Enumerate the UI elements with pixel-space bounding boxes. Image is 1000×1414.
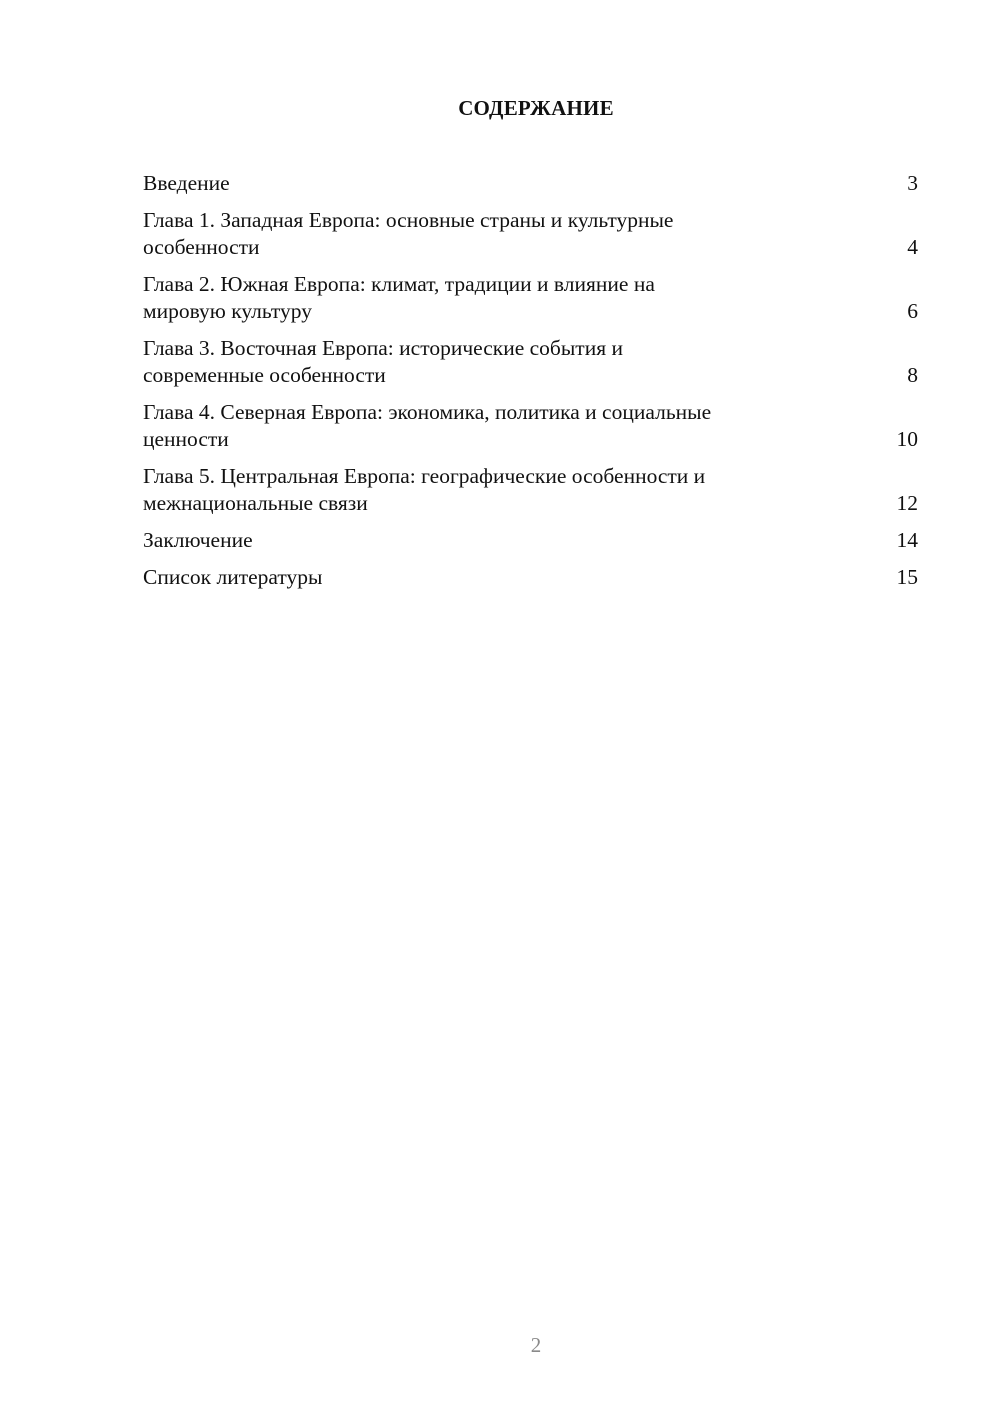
toc-page-number: 8	[907, 363, 918, 387]
toc-entry-bibliography[interactable]	[143, 564, 918, 591]
toc-entry-chapter-1[interactable]	[143, 207, 918, 261]
toc-entry-line: Глава 4. Северная Европа: экономика, политика и социальные	[143, 400, 712, 424]
toc-page-number: 10	[896, 427, 918, 451]
toc-entry-line: Глава 3. Восточная Европа: исторические события и	[143, 336, 623, 360]
toc-entry-line: межнациональные связи	[143, 491, 368, 515]
toc-page-number: 6	[907, 299, 918, 323]
toc-page-number: 3	[907, 171, 918, 195]
toc-page-number: 14	[896, 528, 918, 552]
table-of-contents	[143, 170, 918, 601]
toc-page-number: 15	[896, 565, 918, 589]
toc-entry-line: ценности	[143, 427, 229, 451]
toc-entry-text	[143, 170, 823, 197]
toc-entry-line: Список литературы	[143, 565, 323, 589]
toc-entry-text	[143, 564, 823, 591]
toc-entry-line: современные особенности	[143, 363, 386, 387]
page-title: СОДЕРЖАНИЕ	[458, 96, 614, 120]
footer-page-number: 2	[530, 1333, 542, 1357]
toc-entry-text	[143, 335, 823, 389]
toc-entry-text	[143, 463, 823, 517]
toc-entry-text	[143, 207, 823, 261]
toc-entry-text	[143, 399, 823, 453]
toc-entry-line: Глава 2. Южная Европа: климат, традиции и влияние на	[143, 272, 655, 296]
toc-entry-conclusion[interactable]	[143, 527, 918, 554]
toc-entry-chapter-2[interactable]	[143, 271, 918, 325]
toc-page-number: 12	[896, 491, 918, 515]
toc-entry-line: Введение	[143, 171, 230, 195]
toc-entry-line: Заключение	[143, 528, 253, 552]
toc-entry-introduction[interactable]	[143, 170, 918, 197]
toc-entry-text	[143, 527, 823, 554]
toc-entry-line: Глава 5. Центральная Европа: географические особенности и	[143, 464, 706, 488]
toc-entry-chapter-4[interactable]	[143, 399, 918, 453]
toc-entry-line: мировую культуру	[143, 299, 312, 323]
toc-entry-chapter-5[interactable]	[143, 463, 918, 517]
toc-entry-chapter-3[interactable]	[143, 335, 918, 389]
toc-entry-line: особенности	[143, 235, 260, 259]
toc-page-number: 4	[907, 235, 918, 259]
toc-entry-line: Глава 1. Западная Европа: основные страны и культурные	[143, 208, 674, 232]
toc-entry-text	[143, 271, 823, 325]
